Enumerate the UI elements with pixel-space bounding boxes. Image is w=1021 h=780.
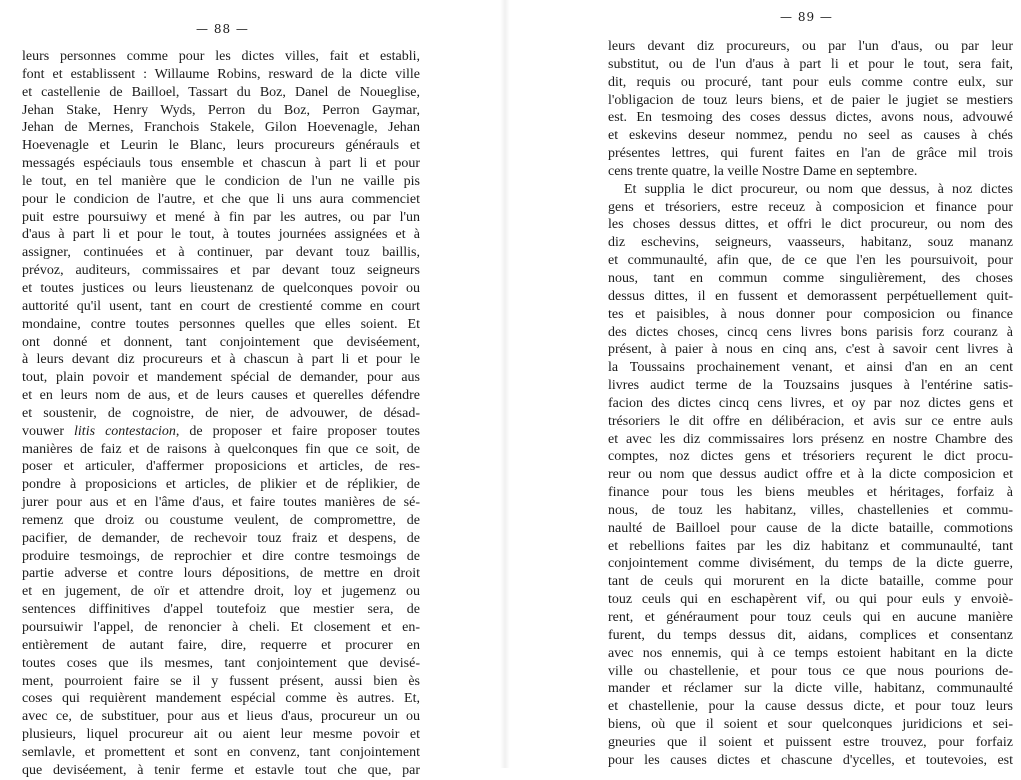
text-line: avec nos ennemis, qui à ce temps estoient habitant en la dicte [608,645,1013,661]
text-line: et rebellions faites par les diz habitanz et communaulté, tant [608,538,1013,554]
text-line: pacifier, de demander, de rechevoir touz fraiz et despens, de [22,530,420,546]
text-line: et en leurs nom de aus, et de leurs causes et querelles défendre [22,388,420,404]
text-line: présent, à paier à nous en cinq ans, c'est à savoir cent livres à [608,342,1013,358]
text-line: pour les causes dictes et chascune d'ycelles, et toutevoies, est [608,752,1013,768]
text-line: gens et trésoriers, estre receuz à composicion et finance pour [608,199,1013,215]
text-line: assigner, continuées et à continuer, par devant touz baillis, [22,245,420,261]
text-line: des dictes choses, cincq cens livres bons parisis forz couranz à [608,324,1013,340]
text-line: produire tesmoings, de reprochier et dire contre tesmoings de [22,548,420,564]
text-line: touz ceuls qui en eschapèrent vif, ou qui pour euls y envoiè- [608,592,1013,608]
text-line: tout, plain povoir et mandement spécial de demander, pour aus [22,370,420,386]
text-line: nous, tant en commun comme singulièrement, des choses [608,270,1013,286]
right-page-body-text [608,38,1013,768]
text-line: remenz que droiz ou coustume veulent, de compromettre, de [22,512,420,528]
text-line: semlavle, et promettent et sont en convenz, tant conjointement [22,744,420,760]
text-line: que deviséement, à tenir ferme et estavle tout che que, par [22,762,420,778]
text-line: comptes, noz dictes gens et trésoriers reçurent le dict procu- [608,449,1013,465]
text-line: est. En tesmoing des coses dessus dictes, avons nous, advouwé [608,110,1013,126]
text-line: naulté de Bailloel pour cause de la dicte bataille, commotions [608,520,1013,536]
text-line: pour le condicion de l'autre, et che que li uns aura commenciet [22,191,420,207]
text-line: et communaulté, afin que, de ce que l'en les poursuivoit, pour [608,253,1013,269]
text-line: présentes lettres, qui furent faites en l'an de grâce mil trois [608,146,1013,162]
text-line: et eskevins deseur nommez, pendu no seel as causes à chés [608,128,1013,144]
left-page [0,0,500,778]
text-line: puit estre poursuiwy et mené à fin par les autres, ou par l'un [22,209,420,225]
text-line: trésoriers le dit offre en délibéracion, et avis sur ce entre auls [608,413,1013,429]
text-line: poser et articuler, d'affermer proposicions et articles, de res- [22,459,420,475]
text-line: font et establissent : Willaume Robins, resward de la dicte ville [22,66,420,82]
right-page [510,0,1021,768]
text-line: messagés espéciauls tous ensemble et chascun à part li et pour [22,156,420,172]
text-line: mondaine, contre toutes personnes quelles que elles soient. Et [22,316,420,332]
text-line: à leurs devant diz procureurs et à chascun à part li et pour le [22,352,420,368]
text-line: Jehan de Mernes, Franchois Stakele, Gilon Hoevenagle, Jehan [22,120,420,136]
text-line: nous, de touz les habitanz, villes, chastellenies et commu- [608,502,1013,518]
text-line: vouwer litis contestacion, de proposer et faire proposer toutes [22,423,420,439]
text-line: toutes coses que ils mesmes, tant conjointement que devisé- [22,655,420,671]
text-line: et castellenie de Bailloel, Tassart du Boz, Danel de Noueglise, [22,84,420,100]
text-line: cens trente quatre, la veille Nostre Dame en septembre. [608,163,918,179]
text-line: plusieurs, liquel procureur ait ou aient leur mesme povoir et [22,727,420,743]
text-line: ment, pourroient faire se il y fussent présent, aussi bien ès [22,673,420,689]
text-line: dit, requis ou procuré, tant pour euls comme contre eulx, sur [608,74,1013,90]
text-line: furent, du temps dessus dit, aidans, complices et consentanz [608,627,1013,643]
text-line: biens, où que il soient et sour quelconques juridicions et sei- [608,717,1013,733]
text-line: facion des dictes cincq cens livres, et oy par noz dictes gens et [608,395,1013,411]
text-line: prévoz, auditeurs, commissaires et par devant touz seigneurs [22,263,420,279]
text-line: mander et réclamer sur la dicte ville, habitanz, communaulté [608,681,1013,697]
text-line: partie adverse et contre lours dépositions, de mettre en droit [22,566,420,582]
text-line: poursuiwir l'appel, de renoncier à cheli. Et closement et en- [22,620,420,635]
text-line: entièrement de autant faire, dire, requerre et procurer en [22,637,420,653]
text-line: ville ou chastellenie, et pour tous ce que nous pourions de- [608,663,1013,679]
text-line: sentences diffinitives d'appel toutefoiz que mestier sera, de [22,602,420,618]
page-number-88: — 88 — [196,22,249,36]
text-line: conjointement comme divisément, du temps de la dicte guerre, [608,556,1013,572]
page-number-89: — 89 — [780,10,833,24]
text-line: leurs devant diz procureurs, ou par l'un d'aus, ou par leur [608,39,1013,54]
text-line: gneuries que il soient et puissent estre trouvez, pour forfaiz [608,734,1013,750]
left-page-body-text [22,48,420,778]
book-gutter [500,0,510,768]
text-line: et toutes justices ou leurs lieustenanz de quelconques povoir ou [22,280,420,296]
text-line: avec ce, de substituer, pour aus et lieus d'aus, procureur un ou [22,709,420,725]
text-line: substitut, ou de l'un d'aus à part li et pour le tout, sera fait, [608,56,1013,72]
text-line: jurer pour aus et en l'âme d'aus, et faire toutes manières de sé- [22,495,420,511]
text-line: tant de ceuls qui morurent en la dicte bataille, comme pour [608,574,1013,590]
text-line: reur ou nom que dessus audict offre et à la dicte composicion et [608,467,1013,483]
text-line: et en jugement, de oïr et attendre droit, loy et jugemenz ou [22,584,420,600]
text-line: leurs personnes comme pour les dictes villes, fait et establi, [22,49,420,64]
text-line: Jehan Stake, Henry Wyds, Perron du Boz, Perron Gaymar, [22,102,420,118]
text-line: dessus dittes, il en fussent et demorassent perpétuellement quit- [608,288,1013,304]
text-line: et soustenir, de cognoistre, de nier, de advouwer, de désad- [22,405,420,421]
text-line: pondre à proposicions et articles, de plikier et de réplikier, de [22,477,420,493]
text-line: finance pour tous les biens meubles et héritages, forfaiz à [608,485,1013,501]
text-line: livres audict terme de la Touzsains jusques à l'entérine satis- [608,378,1013,394]
text-line: auttorité qu'il usent, tant en court de crestienté comme en court [22,298,420,314]
text-line: et chastellenie, pour la cause dessus dicte, et pour touz leurs [608,699,1013,715]
text-line: coses qui requièrent mandement espécial comme ès autres. Et, [22,691,420,707]
text-line: les choses dessus dittes, et offri le dict procureur, ou nom des [608,217,1013,233]
text-line: rent, et généraument pour touz ceuls qui en aucune manière [608,610,1013,625]
text-line: le tout, en tel manière que le condicion de l'un ne vaille pis [22,173,420,189]
text-line: d'aus à part li et pour le tout, à toutes journées assignées et à [22,227,420,243]
text-line: Et supplia le dict procureur, ou nom que dessus, à noz dictes [624,181,1013,197]
text-line: Hoevenagle et Leurin le Blanc, leurs procureurs générauls et [22,138,420,154]
text-line: l'obligacion de touz leurs biens, et de paier le jugiet se mestiers [608,92,1013,108]
text-line: la Toussains prochainement venant, et ainsi d'an en an cent [608,360,1013,376]
text-line: et avec les diz commissaires lors présenz en nostre Chambre des [608,431,1013,447]
text-line: manières de faiz et de raisons à quelconques fin que ce soit, de [22,441,420,457]
text-line: ont donné et donnent, tant conjointement que deviséement, [22,334,420,350]
text-line: tes et paisibles, à nous donner pour composicion ou finance [608,306,1013,322]
text-line: diz eschevins, seigneurs, vaasseurs, habitanz, souz mananz [608,235,1013,251]
